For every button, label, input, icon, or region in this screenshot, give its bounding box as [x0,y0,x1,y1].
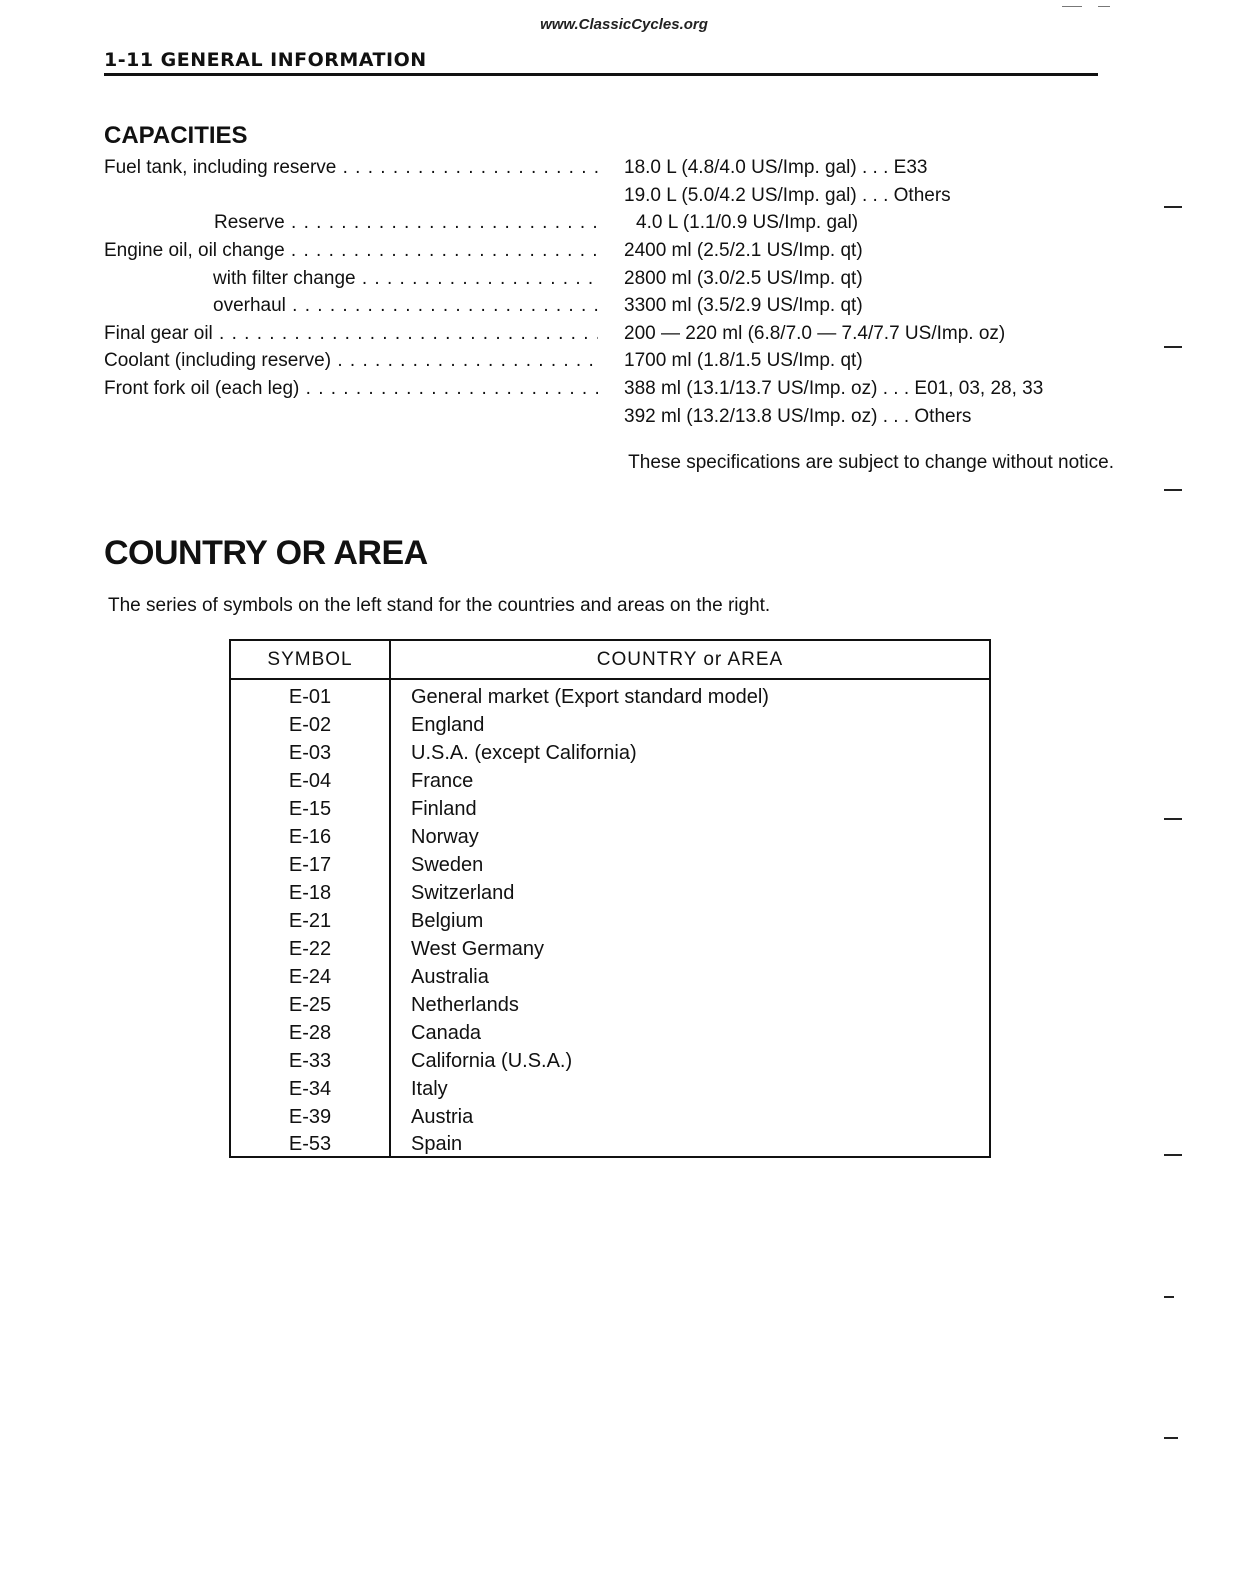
symbol-cell: E-25 [288,994,332,1016]
table-row [231,823,989,851]
table-row [231,879,989,907]
margin-mark [1164,1437,1178,1439]
symbol-cell: E-15 [288,798,332,820]
corner-mark [1062,6,1082,7]
capacity-value: 2800 ml (3.0/2.5 US/Imp. qt) [624,268,863,289]
country-cell: Spain [411,1133,463,1155]
country-cell: France [411,770,474,792]
specs-notice: These specifications are subject to change without notice. [628,452,1114,473]
capacity-label: Fuel tank, including reserve . . . [104,154,598,182]
capacity-value: 19.0 L (5.0/4.2 US/Imp. gal) . . . Others [624,185,951,206]
country-cell: Belgium [411,910,484,932]
symbol-cell: E-01 [288,686,332,708]
margin-mark [1164,206,1182,208]
header-divider [231,678,989,680]
table-row [231,907,989,935]
margin-mark [1164,1154,1182,1156]
country-cell: Switzerland [411,882,515,904]
capacity-value: 1700 ml (1.8/1.5 US/Imp. qt) [624,350,863,371]
country-column-header: COUNTRY or AREA [596,649,784,670]
symbol-cell: E-21 [288,910,332,932]
country-cell: Norway [411,826,479,848]
country-intro: The series of symbols on the left stand for the countries and areas on the right. [108,595,771,616]
symbol-cell: E-04 [288,770,332,792]
capacity-value: 392 ml (13.2/13.8 US/Imp. oz) . . . Others [624,406,972,427]
header-rule [104,73,1098,76]
symbol-cell: E-02 [288,714,332,736]
country-cell: Canada [411,1022,482,1044]
capacity-label: Engine oil, oil change . . . [104,237,598,265]
symbol-column-header: SYMBOL [267,649,353,670]
capacity-value: 18.0 L (4.8/4.0 US/Imp. gal) . . . E33 [624,157,928,178]
table-row [231,795,989,823]
country-cell: West Germany [411,938,544,960]
country-cell: England [411,714,485,736]
country-cell: Italy [411,1078,448,1100]
margin-mark [1164,818,1182,820]
table-row [231,739,989,767]
symbol-cell: E-53 [288,1133,332,1155]
table-row [231,935,989,963]
table-row [231,1047,989,1075]
symbol-cell: E-34 [288,1078,332,1100]
country-cell: Finland [411,798,477,820]
capacity-label: Reserve . . . [214,209,598,237]
country-cell: Australia [411,966,489,988]
corner-mark [1098,6,1110,7]
capacity-value: 4.0 L (1.1/0.9 US/Imp. gal) [636,212,859,233]
symbol-cell: E-28 [288,1022,332,1044]
symbol-cell: E-18 [288,882,332,904]
capacity-label: Front fork oil (each leg) . . . [104,375,598,403]
symbol-cell: E-39 [288,1106,332,1128]
country-cell: Sweden [411,854,484,876]
table-row [231,851,989,879]
symbol-cell: E-33 [288,1050,332,1072]
capacity-value: 200 — 220 ml (6.8/7.0 — 7.4/7.7 US/Imp. oz) [624,323,1006,344]
table-row [231,1103,989,1131]
table-row [231,683,989,711]
capacity-value: 388 ml (13.1/13.7 US/Imp. oz) . . . E01, 03, 28, 33 [624,378,1044,399]
table-row [231,1019,989,1047]
country-cell: California (U.S.A.) [411,1050,573,1072]
country-table [229,639,991,1158]
symbol-cell: E-16 [288,826,332,848]
capacity-label: Final gear oil . . . [104,320,598,348]
symbol-cell: E-22 [288,938,332,960]
symbol-cell: E-17 [288,854,332,876]
table-row [231,711,989,739]
country-cell: General market (Export standard model) [411,686,769,708]
table-row [231,991,989,1019]
margin-mark [1164,489,1182,491]
country-title: COUNTRY OR AREA [104,534,428,572]
capacity-label: overhaul . . . [213,292,598,320]
table-row [231,1130,989,1158]
table-row [231,963,989,991]
capacity-label: with filter change . . . [213,265,598,293]
symbol-cell: E-24 [288,966,332,988]
symbol-cell: E-03 [288,742,332,764]
capacity-label: Coolant (including reserve) . . . [104,347,598,375]
table-row [231,767,989,795]
table-row [231,1075,989,1103]
watermark-url: www.ClassicCycles.org [540,16,708,33]
country-cell: Austria [411,1106,474,1128]
country-cell: Netherlands [411,994,519,1016]
capacity-value: 2400 ml (2.5/2.1 US/Imp. qt) [624,240,863,261]
margin-mark [1164,1296,1174,1298]
page-header: 1-11 GENERAL INFORMATION [104,49,427,71]
capacities-title: CAPACITIES [104,122,248,149]
capacity-value: 3300 ml (3.5/2.9 US/Imp. qt) [624,295,863,316]
margin-mark [1164,346,1182,348]
country-cell: U.S.A. (except California) [411,742,637,764]
